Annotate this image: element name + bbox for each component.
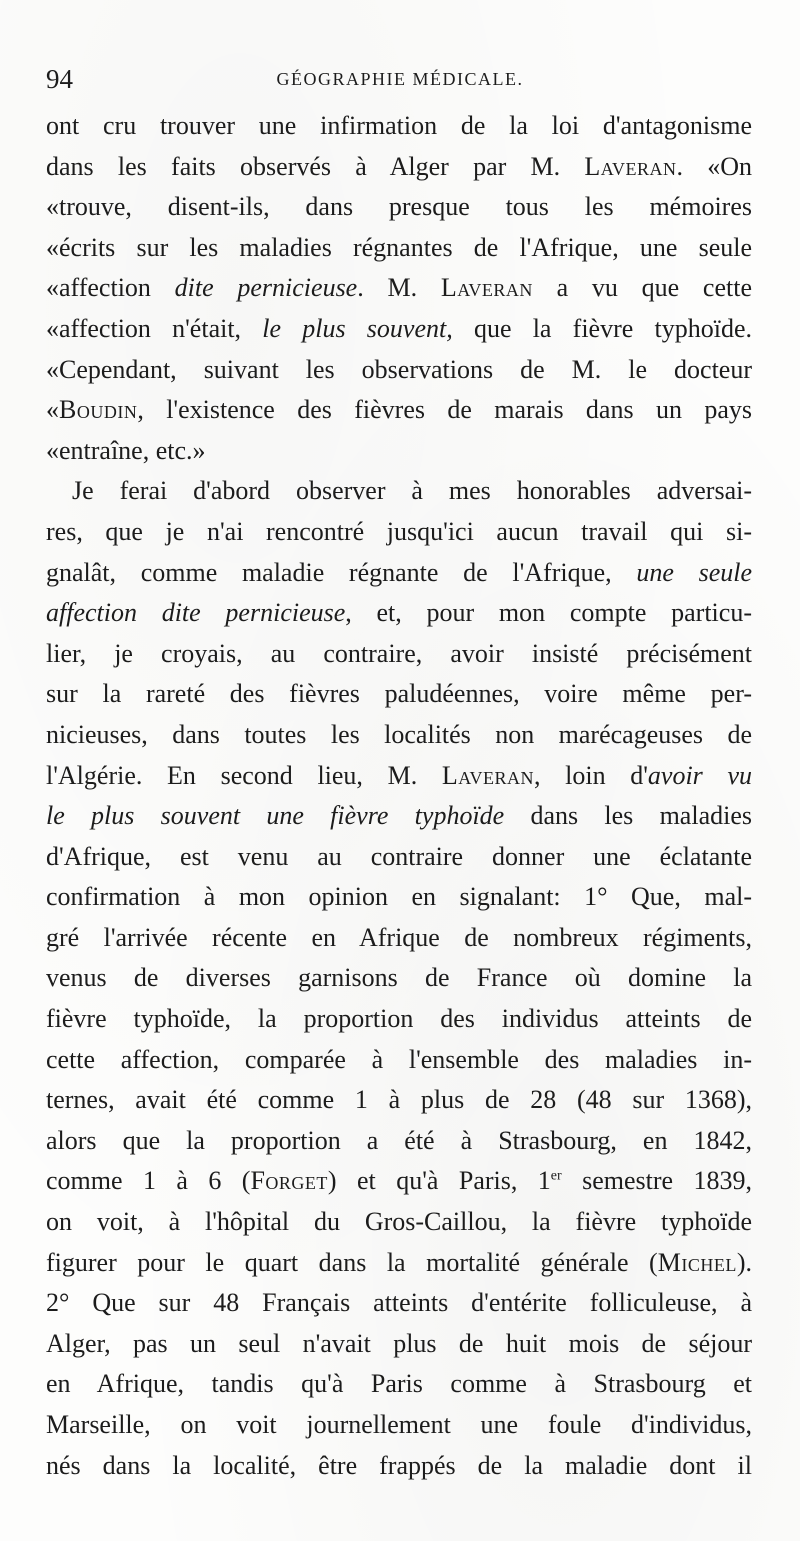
text-line — [46, 999, 752, 1040]
text-line — [46, 1405, 752, 1446]
text-line — [46, 1040, 752, 1081]
running-title: GÉOGRAPHIE MÉDICALE. — [276, 69, 524, 89]
text-line — [46, 553, 752, 594]
text-run: 2° Que sur 48 Français atteints d'entérite folliculeuse, à — [46, 1288, 752, 1318]
body-text — [46, 106, 752, 1486]
text-line — [46, 1080, 752, 1121]
text-run: nicieuses, dans toutes les localités non marécageuses de — [46, 719, 752, 749]
text-line — [46, 1202, 752, 1243]
text-line — [46, 147, 752, 188]
superscript: er — [550, 1168, 562, 1184]
italic-run: le plus souvent une fièvre typhoïde — [46, 801, 505, 831]
text-line — [46, 756, 752, 797]
text-run: dans les maladies — [504, 801, 752, 831]
text-run: . «On — [676, 151, 752, 181]
text-run: Je ferai d'abord observer à mes honorables adversai- — [72, 476, 752, 506]
text-run: que la fièvre typhoïde. — [452, 313, 752, 343]
text-line — [46, 187, 752, 228]
running-head — [44, 64, 756, 94]
text-line — [46, 796, 752, 837]
text-run: sur la rareté des fièvres paludéennes, voire même per- — [46, 679, 752, 709]
text-run: comme 1 à 6 ( — [46, 1166, 251, 1196]
text-run: fièvre typhoïde, la proportion des individus atteints de — [46, 1004, 752, 1034]
text-run: , et, pour mon compte particu- — [345, 598, 752, 628]
text-run: alors que la proportion a été à Strasbourg, en 1842, — [46, 1125, 752, 1155]
text-line — [46, 106, 752, 147]
author-name: Forget — [250, 1166, 328, 1196]
text-run: a vu que cette — [532, 273, 752, 303]
italic-run: avoir vu — [647, 760, 753, 790]
text-run: gré l'arrivée récente en Afrique de nombreux régiments, — [46, 922, 752, 952]
text-run: cette affection, comparée à l'ensemble des maladies in- — [46, 1044, 752, 1074]
text-line — [46, 390, 752, 431]
text-line — [46, 1446, 752, 1487]
text-line — [46, 837, 752, 878]
italic-run: dite pernicieuse — [174, 273, 358, 303]
text-run: ) et qu'à Paris, — [327, 1166, 538, 1196]
text-run: ternes, avait été comme 1 à plus de 28 (48 sur 1368), — [46, 1085, 752, 1115]
text-line — [46, 1161, 752, 1202]
text-run: Alger, pas un seul n'avait plus de huit mois de séjour — [46, 1328, 752, 1358]
text-run: res, que je n'ai rencontré jusqu'ici aucun travail qui si- — [46, 516, 752, 546]
author-name: Laveran — [440, 273, 533, 303]
text-run: venus de diverses garnisons de France où domine la — [46, 963, 752, 993]
text-run: d'Afrique, est venu au contraire donner une éclatante — [46, 841, 752, 871]
author-name: Boudin — [59, 395, 138, 425]
text-line — [46, 1121, 752, 1162]
italic-run: le plus souvent, — [262, 313, 453, 343]
paragraph-start-line — [46, 471, 752, 512]
text-run: semestre 1839, — [561, 1166, 752, 1196]
text-line — [46, 1243, 752, 1284]
text-run: «trouve, disent-ils, dans presque tous les mémoires — [46, 192, 752, 222]
text-run: ). — [736, 1247, 752, 1277]
text-run: on voit, à l'hôpital du Gros-Caillou, la fièvre typhoïde — [46, 1207, 752, 1237]
text-run: « — [46, 395, 59, 425]
text-run: nés dans la localité, être frappés de la maladie dont il — [46, 1450, 752, 1480]
text-run: dans les faits observés à Alger par M. — [46, 151, 585, 181]
text-line — [46, 309, 752, 350]
author-name: Laveran — [441, 760, 534, 790]
text-run: . M. — [357, 273, 441, 303]
text-line — [46, 1324, 752, 1365]
text-line — [46, 877, 752, 918]
author-name: Michel — [657, 1247, 737, 1277]
text-line — [46, 228, 752, 269]
text-run: 1 — [537, 1166, 551, 1196]
text-line — [46, 918, 752, 959]
text-run: ont cru trouver une infirmation de la loi d'antagonisme — [46, 111, 752, 140]
text-run: en Afrique, tandis qu'à Paris comme à Strasbourg et — [46, 1369, 752, 1399]
text-run: gnalât, comme maladie régnante de l'Afrique, — [46, 557, 637, 587]
text-run: «affection — [46, 273, 175, 303]
text-line — [46, 512, 752, 553]
text-run: «Cependant, suivant les observations de M. le docteur — [46, 354, 752, 384]
text-line — [46, 350, 752, 391]
text-line — [46, 593, 752, 634]
text-run: «entraîne, etc.» — [46, 435, 206, 465]
text-line — [46, 268, 752, 309]
text-run: , l'existence des fièvres de marais dans un pays — [137, 395, 752, 425]
text-run: Marseille, on voit journellement une foule d'individus, — [46, 1410, 752, 1439]
text-run: «affection n'était, — [46, 313, 263, 343]
text-run: figurer pour le quart dans la mortalité générale ( — [46, 1247, 658, 1277]
text-line — [46, 634, 752, 675]
text-line — [46, 1364, 752, 1405]
text-run: , loin d' — [533, 760, 648, 790]
text-line — [46, 1283, 752, 1324]
text-line — [46, 715, 752, 756]
italic-run: affection dite pernicieuse — [46, 598, 346, 628]
author-name: Laveran — [584, 151, 677, 181]
text-run: lier, je croyais, au contraire, avoir insisté précisément — [46, 638, 752, 668]
italic-run: une seule — [636, 557, 753, 587]
text-run: «écrits sur les maladies régnantes de l'Afrique, une seule — [46, 232, 752, 262]
text-line — [46, 958, 752, 999]
text-line — [46, 674, 752, 715]
text-line — [46, 431, 752, 472]
page-number: 94 — [46, 64, 73, 94]
text-run: confirmation à mon opinion en signalant: 1° Que, mal- — [46, 882, 752, 912]
text-run: l'Algérie. En second lieu, M. — [46, 760, 442, 790]
